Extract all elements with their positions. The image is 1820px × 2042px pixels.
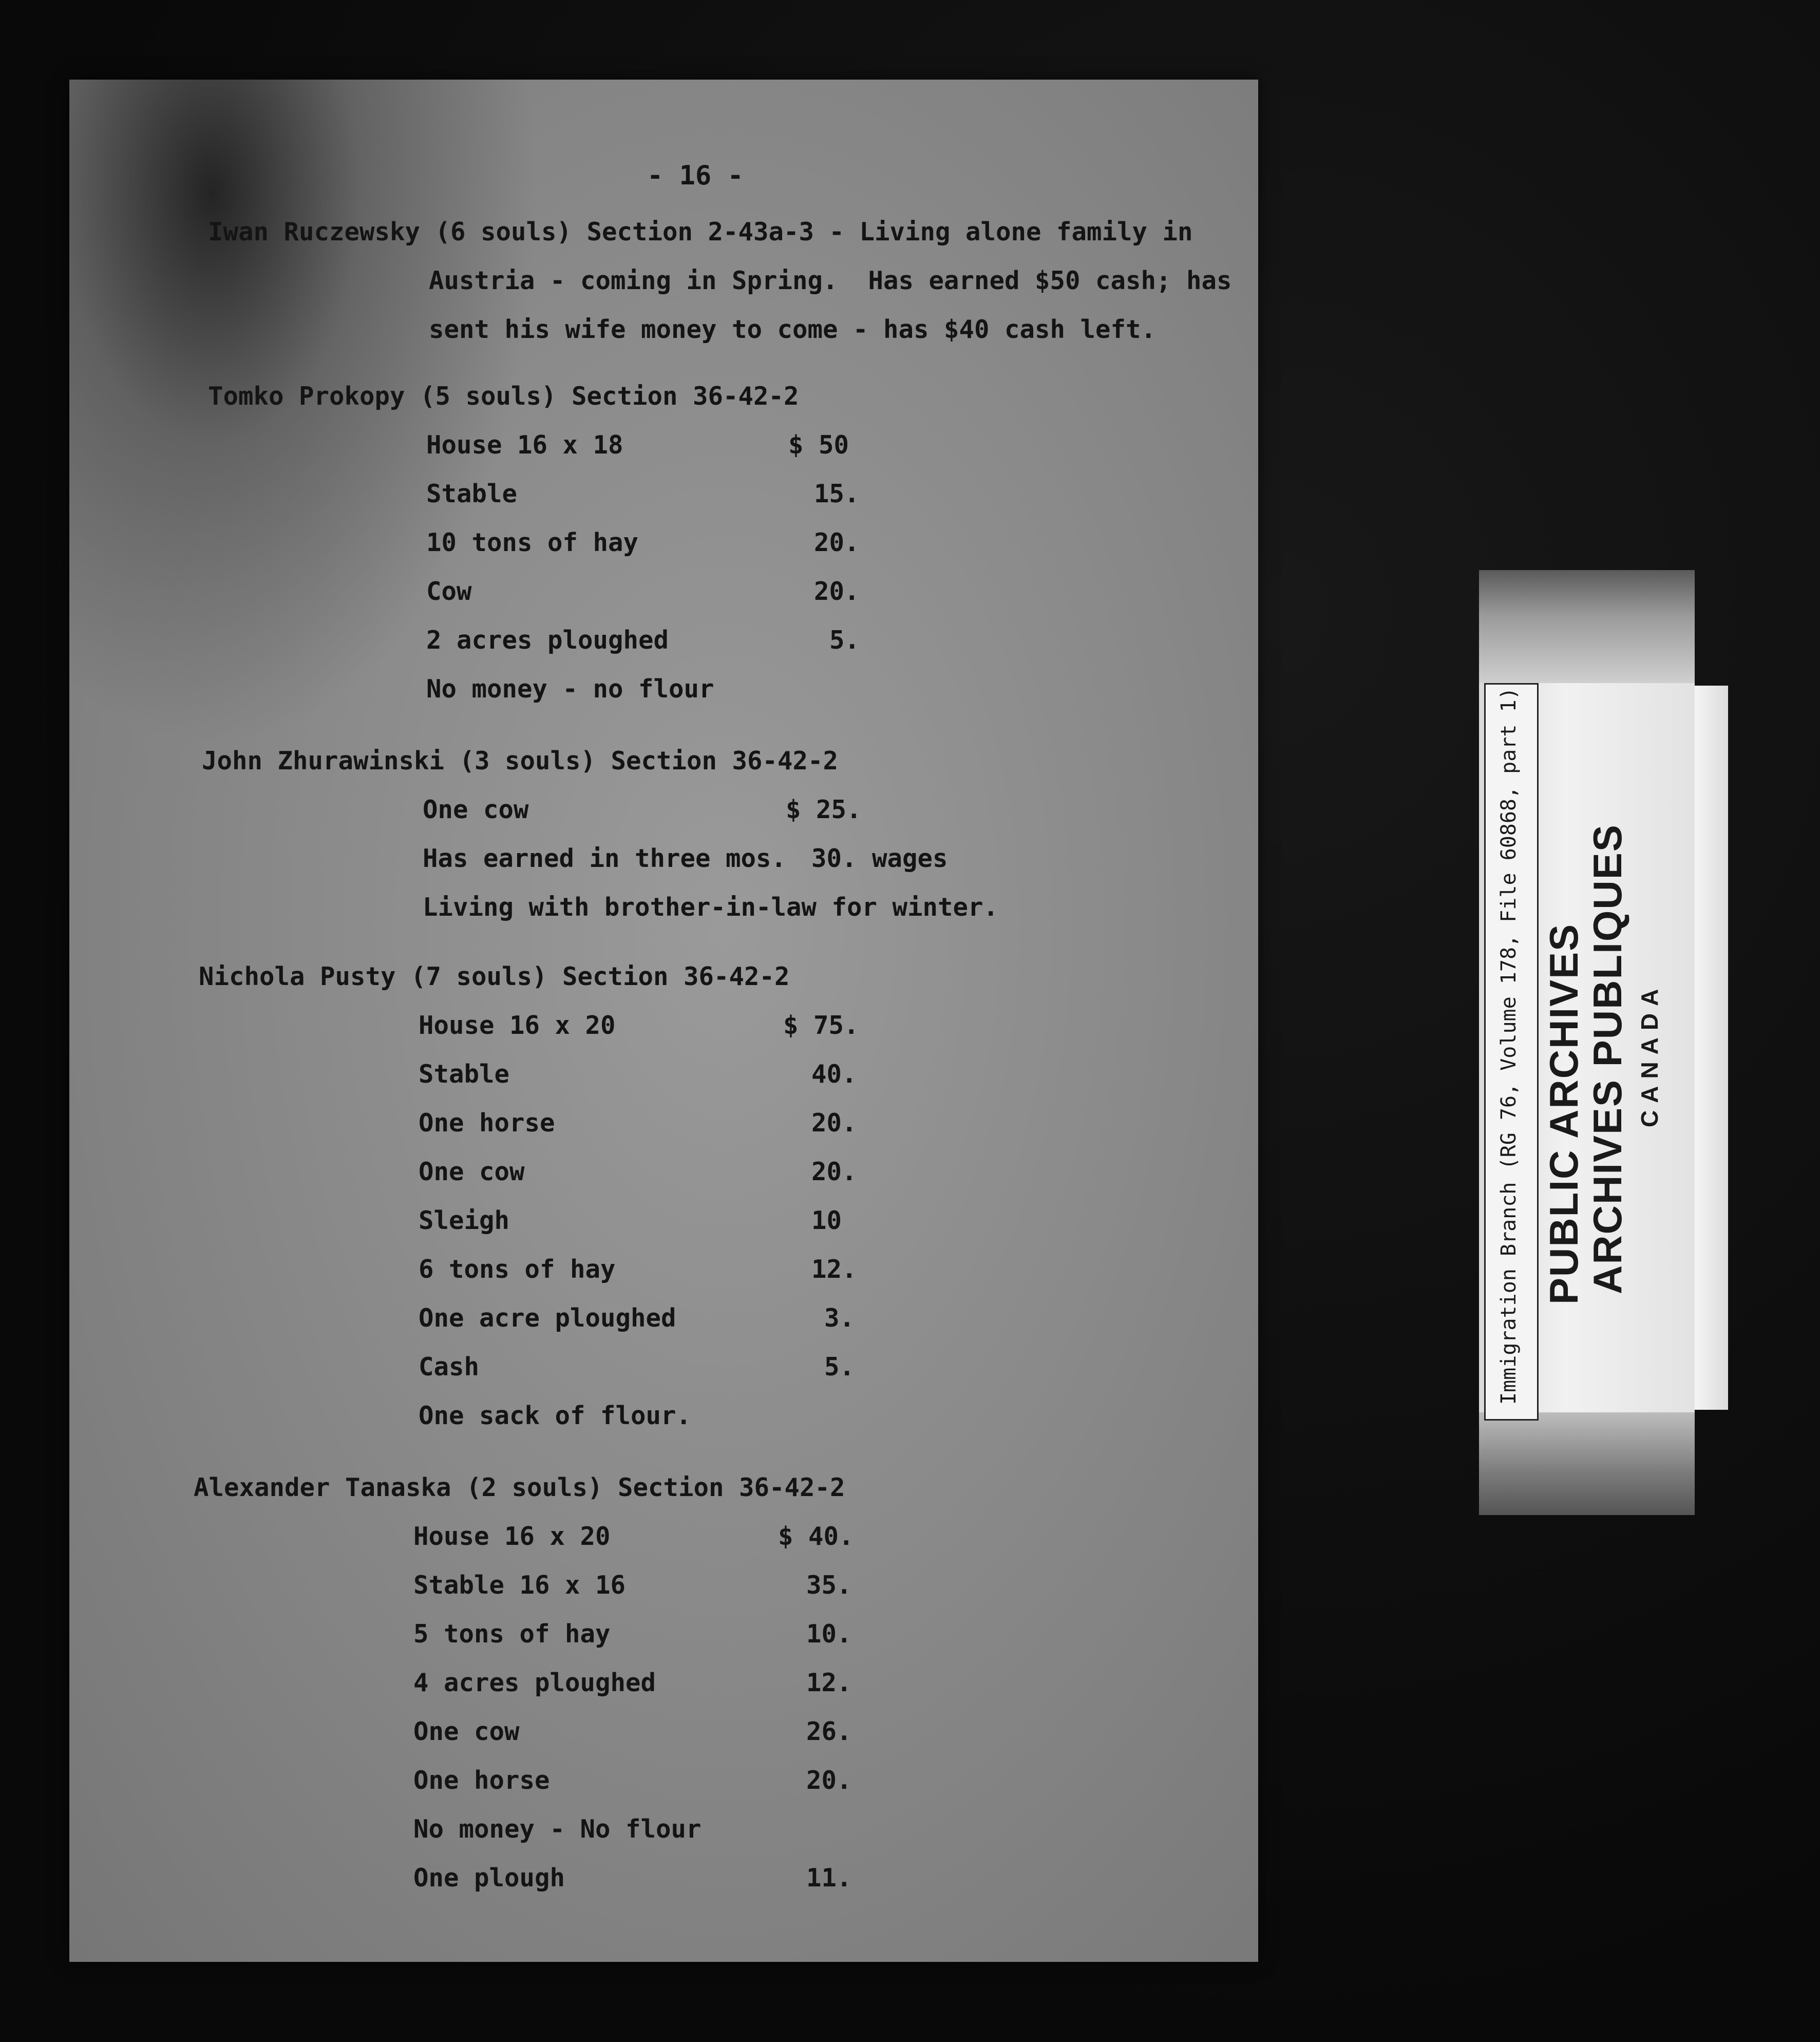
archive-line-canada: CANADA: [1636, 981, 1663, 1127]
item-value: 35.: [806, 1571, 852, 1600]
item-label: One horse: [413, 1766, 550, 1795]
entry-header: Alexander Tanaska (2 souls) Section 36-42-2: [194, 1473, 845, 1502]
item-label: One cow: [423, 795, 529, 824]
item-label: 6 tons of hay: [419, 1255, 616, 1284]
item-label: One horse: [419, 1108, 555, 1138]
label-bottom-tape: [1479, 1412, 1695, 1515]
item-value: 15.: [814, 479, 860, 508]
item-label: No money - no flour: [426, 674, 714, 704]
archive-line-publiques: ARCHIVES PUBLIQUES: [1585, 824, 1630, 1294]
item-label: Stable 16 x 16: [413, 1571, 626, 1600]
item-label: 10 tons of hay: [426, 528, 639, 557]
entry-header: Nichola Pusty (7 souls) Section 36-42-2: [199, 962, 790, 991]
item-label: 2 acres ploughed: [426, 626, 669, 655]
archive-credit: Immigration Branch (RG 76, Volume 178, File 60868, part 1): [1497, 687, 1521, 1405]
item-value: 11.: [806, 1863, 852, 1893]
intro-line-3: sent his wife money to come - has $40 cash left.: [429, 315, 1157, 344]
item-value: 5.: [824, 1352, 855, 1382]
item-value: 12.: [811, 1255, 857, 1284]
item-label: Cash: [419, 1352, 480, 1382]
typed-page: [69, 80, 1258, 1962]
item-label: Cow: [426, 577, 472, 606]
item-value: 20.: [814, 528, 860, 557]
item-value: 20.: [811, 1157, 857, 1186]
item-value: 10.: [806, 1619, 852, 1649]
item-value: $ 75.: [783, 1011, 859, 1040]
item-value: 12.: [806, 1668, 852, 1697]
item-value: 3.: [824, 1303, 855, 1333]
item-label: One cow: [419, 1157, 525, 1186]
archive-line-public: PUBLIC ARCHIVES: [1541, 923, 1586, 1304]
item-label: Stable: [419, 1060, 510, 1089]
item-value: $ 40.: [778, 1522, 854, 1551]
page-number: - 16 -: [647, 160, 744, 191]
item-label: Stable: [426, 479, 518, 508]
item-label: 5 tons of hay: [413, 1619, 611, 1649]
item-label: One plough: [413, 1863, 565, 1893]
item-label: No money - No flour: [413, 1814, 702, 1844]
item-value: 20.: [814, 577, 860, 606]
item-label: Sleigh: [419, 1206, 510, 1235]
item-label: One acre ploughed: [419, 1303, 676, 1333]
item-value: 30. wages: [811, 844, 948, 873]
item-label: 4 acres ploughed: [413, 1668, 656, 1697]
item-label: Has earned in three mos.: [423, 844, 787, 873]
item-value: 5.: [829, 626, 860, 655]
item-label: House 16 x 20: [413, 1522, 611, 1551]
item-value: 40.: [811, 1060, 857, 1089]
label-tab: [1695, 686, 1728, 1410]
item-label: One sack of flour.: [419, 1401, 692, 1430]
item-label: Living with brother-in-law for winter.: [423, 893, 999, 922]
intro-line-1: Iwan Ruczewsky (6 souls) Section 2-43a-3 - Living alone family in: [208, 217, 1193, 247]
item-value: $ 50: [788, 430, 849, 460]
item-value: 20.: [806, 1766, 852, 1795]
label-top-tape: [1479, 570, 1695, 683]
item-label: House 16 x 20: [419, 1011, 616, 1040]
item-value: 10: [811, 1206, 842, 1235]
item-label: House 16 x 18: [426, 430, 623, 460]
item-value: $ 25.: [786, 795, 862, 824]
item-value: 26.: [806, 1717, 852, 1746]
item-value: 20.: [811, 1108, 857, 1138]
entry-header: Tomko Prokopy (5 souls) Section 36-42-2: [208, 382, 799, 411]
entry-header: John Zhurawinski (3 souls) Section 36-42-2: [202, 746, 839, 776]
item-label: One cow: [413, 1717, 520, 1746]
intro-line-2: Austria - coming in Spring. Has earned $50 cash; has: [429, 266, 1232, 295]
